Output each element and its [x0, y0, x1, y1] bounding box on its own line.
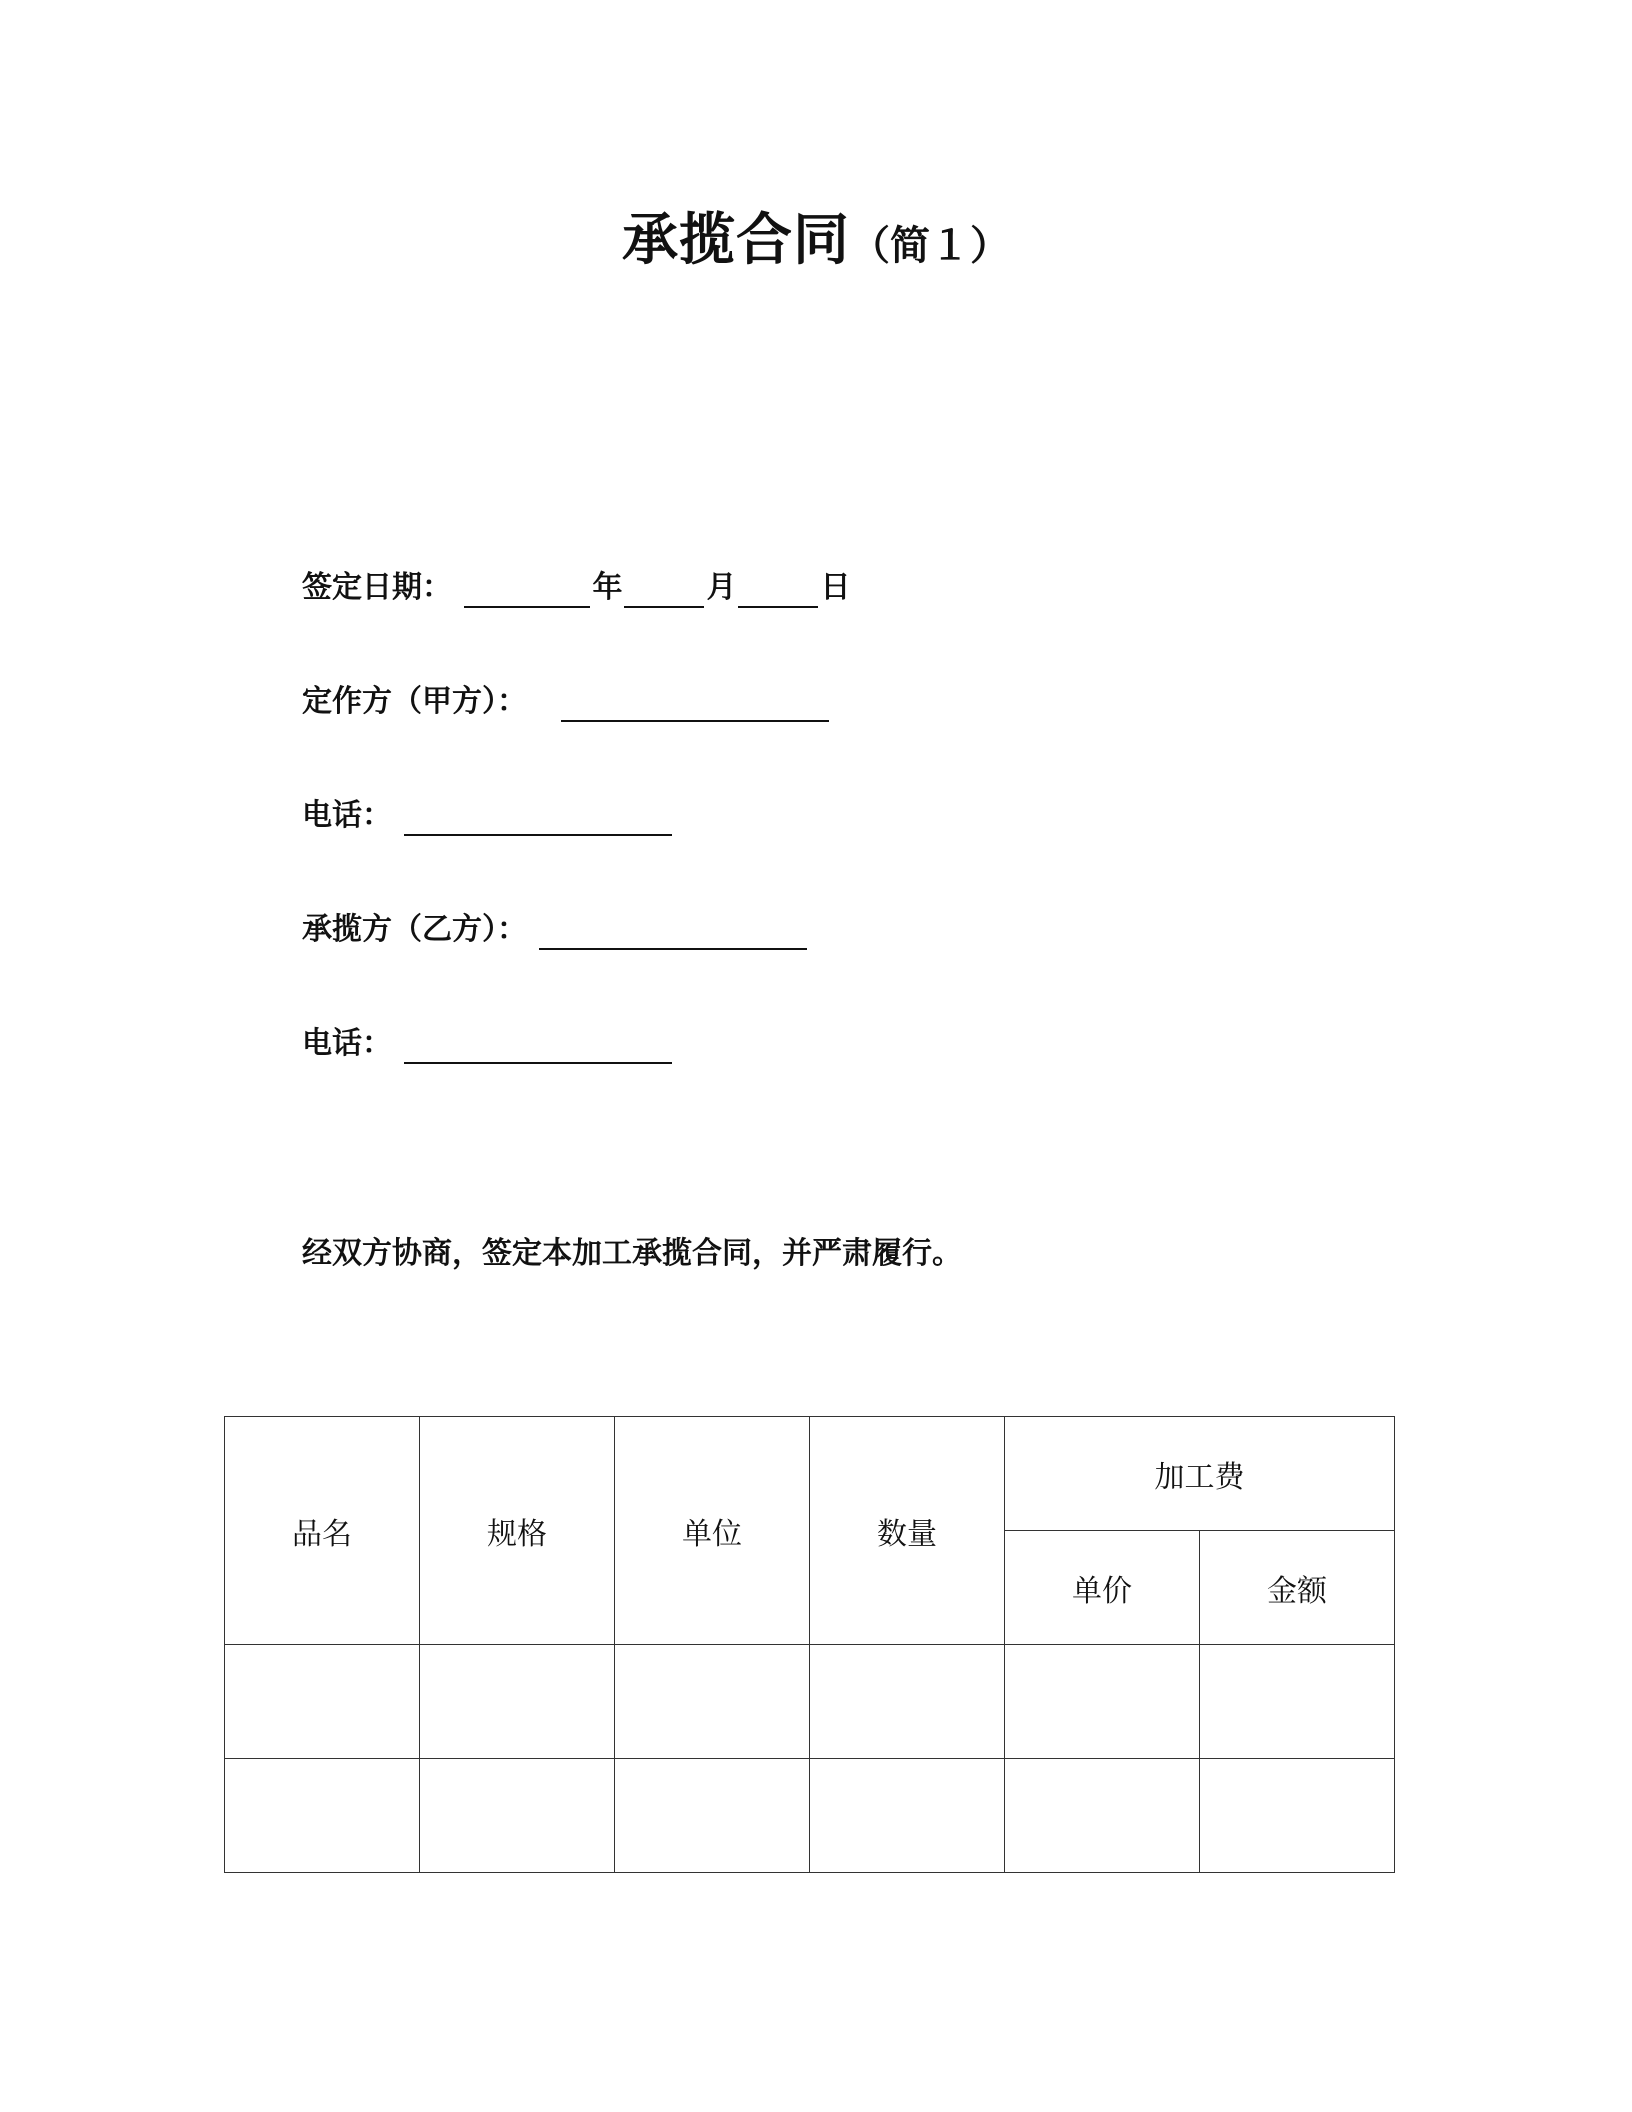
table-cell[interactable] [420, 1645, 615, 1759]
month-blank[interactable] [624, 574, 704, 608]
processing-fee-table [224, 1416, 1395, 1873]
day-label: 日 [820, 570, 851, 605]
header-quantity: 数量 [810, 1417, 1005, 1645]
party-a-row [302, 682, 831, 722]
signing-date-label: 签定日期： [302, 570, 452, 605]
table-cell[interactable] [615, 1645, 810, 1759]
party-b-label: 承揽方（乙方）： [302, 912, 527, 947]
header-processing-fee: 加工费 [1005, 1417, 1395, 1531]
table-cell[interactable] [1005, 1645, 1200, 1759]
table-cell[interactable] [1005, 1759, 1200, 1873]
party-a-blank[interactable] [561, 688, 829, 722]
table-cell[interactable] [1200, 1759, 1395, 1873]
phone-a-row [302, 796, 674, 836]
year-blank[interactable] [464, 574, 590, 608]
year-label: 年 [592, 570, 623, 605]
table-row [225, 1645, 1395, 1759]
header-unit: 单位 [615, 1417, 810, 1645]
party-b-blank[interactable] [539, 916, 807, 950]
phone-a-label: 电话： [302, 798, 392, 833]
table-cell[interactable] [1200, 1645, 1395, 1759]
header-unit-price: 单价 [1005, 1531, 1200, 1645]
table-cell[interactable] [810, 1645, 1005, 1759]
header-amount: 金额 [1200, 1531, 1395, 1645]
document-title [0, 196, 1632, 276]
party-b-row [302, 910, 809, 950]
title-sub: （简１） [850, 223, 1010, 269]
table-cell[interactable] [615, 1759, 810, 1873]
table-cell[interactable] [420, 1759, 615, 1873]
party-a-label: 定作方（甲方）： [302, 684, 527, 719]
header-product-name: 品名 [225, 1417, 420, 1645]
phone-b-label: 电话： [302, 1026, 392, 1061]
table-row [225, 1759, 1395, 1873]
phone-a-blank[interactable] [404, 802, 672, 836]
day-blank[interactable] [738, 574, 818, 608]
signing-date-row [302, 568, 850, 608]
phone-b-blank[interactable] [404, 1030, 672, 1064]
intro-paragraph: 经双方协商，签定本加工承揽合同，并严肃履行。 [302, 1236, 962, 1271]
table-cell[interactable] [225, 1759, 420, 1873]
header-spec: 规格 [420, 1417, 615, 1645]
month-label: 月 [706, 570, 737, 605]
phone-b-row [302, 1024, 674, 1064]
table-cell[interactable] [810, 1759, 1005, 1873]
title-main: 承揽合同 [622, 208, 850, 273]
table-cell[interactable] [225, 1645, 420, 1759]
